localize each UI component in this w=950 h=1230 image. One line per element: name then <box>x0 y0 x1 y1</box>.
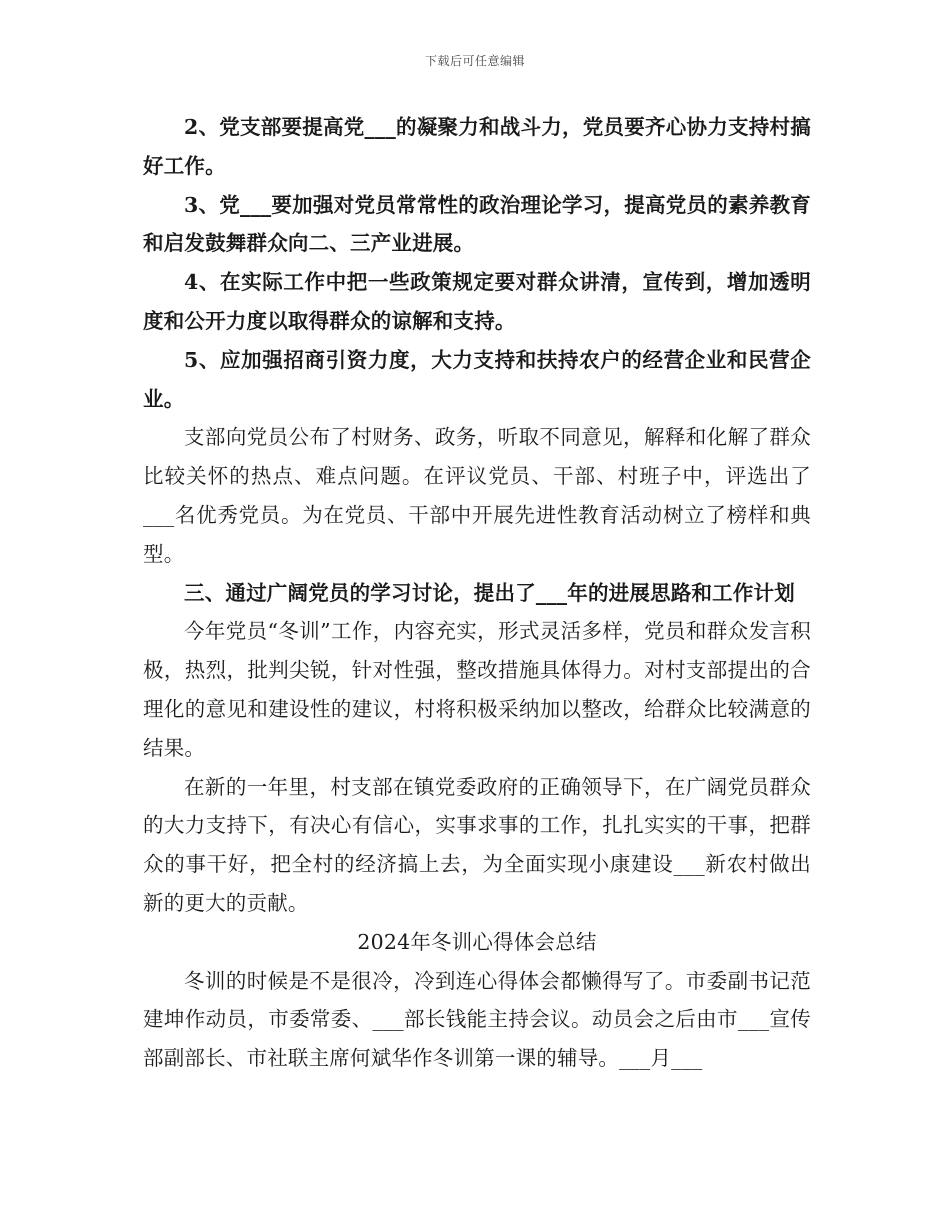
document-body <box>143 108 811 1078</box>
body-paragraph: 支部向党员公布了村财务、政务，听取不同意见，解释和化解了群众比较关怀的热点、难点问题。在评议党员、干部、村班子中，评选出了___名优秀党员。为在党员、干部中开展先进性教育活动树立了榜样和典型。 <box>143 425 811 566</box>
list-item-2: 2、党支部要提高党___的凝聚力和战斗力，党员要齐心协力支持村搞好工作。 <box>143 115 811 178</box>
page-header: 下载后可任意编辑 <box>424 54 525 68</box>
list-item-3: 3、党___要加强对党员常常性的政治理论学习，提高党员的素养教育和启发鼓舞群众向二、三产业进展。 <box>143 192 811 256</box>
document-title: 2024年冬训心得体会总结 <box>357 929 597 954</box>
body-paragraph: 在新的一年里，村支部在镇党委政府的正确领导下，在广阔党员群众的大力支持下，有决心有信心，实事求事的工作，扎扎实实的干事，把群众的事干好，把全村的经济搞上去，为全面实现小康建设___新农村做出新的更大的贡献。 <box>143 774 811 915</box>
list-item-5: 5、应加强招商引资力度，大力支持和扶持农户的经营企业和民营企业。 <box>143 347 811 411</box>
section-heading: 三、通过广阔党员的学习讨论，提出了___年的进展思路和工作计划 <box>184 580 795 605</box>
body-paragraph: 冬训的时候是不是很冷，冷到连心得体会都懒得写了。市委副书记范建坤作动员，市委常委、___部长钱能主持会议。动员会之后由市___宣传部副部长、市社联主席何斌华作冬训第一课的辅导。___月___ <box>143 968 811 1071</box>
list-item-4: 4、在实际工作中把一些政策规定要对群众讲清，宣传到，增加透明度和公开力度以取得群众的谅解和支持。 <box>143 270 811 333</box>
body-paragraph: 今年党员“冬训”工作，内容充实，形式灵活多样，党员和群众发言积极，热烈，批判尖锐，针对性强，整改措施具体得力。对村支部提出的合理化的意见和建设性的建议，村将积极采纳加以整改，给群众比较满意的结果。 <box>143 619 811 760</box>
